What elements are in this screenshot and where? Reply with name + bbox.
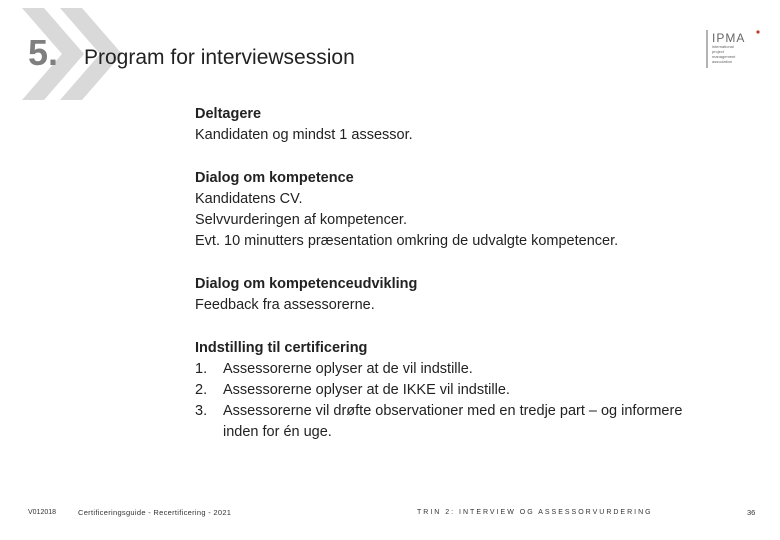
section-line: Feedback fra assessorerne.: [195, 297, 375, 313]
list-item-number: 1.: [195, 361, 208, 377]
section-line: Kandidatens CV.: [195, 191, 303, 207]
content-body: [195, 104, 695, 465]
section-competence-dialog: [195, 168, 695, 252]
logo-tagline: international project management association: [712, 44, 736, 64]
footer-guide: Certificeringsguide - Recertificering - 2021: [78, 508, 232, 517]
section-line: Evt. 10 minutters præsentation omkring de udvalgte kompetencer.: [195, 233, 619, 249]
logo-text: IPMA: [712, 31, 746, 45]
section-heading: Dialog om kompetence: [195, 170, 354, 186]
page-title: Program for interviewsession: [84, 46, 355, 69]
list-item: [195, 401, 695, 443]
section-line: Kandidaten og mindst 1 assessor.: [195, 127, 413, 143]
section-line: Selvvurderingen af kompetencer.: [195, 212, 407, 228]
list-item-text: Assessorerne vil drøfte observationer med en tredje part – og informere inden for én uge.: [223, 403, 683, 440]
section-heading: Dialog om kompetenceudvikling: [195, 276, 418, 292]
list-item-number: 2.: [195, 382, 208, 398]
section-development-dialog: [195, 274, 695, 316]
footer-step: TRIN 2: INTERVIEW OG ASSESSORVURDERING: [417, 509, 653, 516]
list-item-text: Assessorerne oplyser at de vil indstille.: [223, 361, 473, 377]
section-heading: Deltagere: [195, 106, 262, 122]
list-item: [195, 359, 695, 380]
list-item-text: Assessorerne oplyser at de IKKE vil indstille.: [223, 382, 510, 398]
footer-version: V012018: [28, 509, 57, 516]
section-participants: [195, 104, 695, 146]
slide-number: 5.: [28, 32, 59, 73]
numbered-list: [195, 359, 695, 443]
list-item-number: 3.: [195, 403, 208, 419]
page-number: 36: [747, 508, 756, 517]
section-heading: Indstilling til certificering: [195, 340, 368, 356]
list-item: [195, 380, 695, 401]
section-certification-recommendation: [195, 338, 695, 443]
